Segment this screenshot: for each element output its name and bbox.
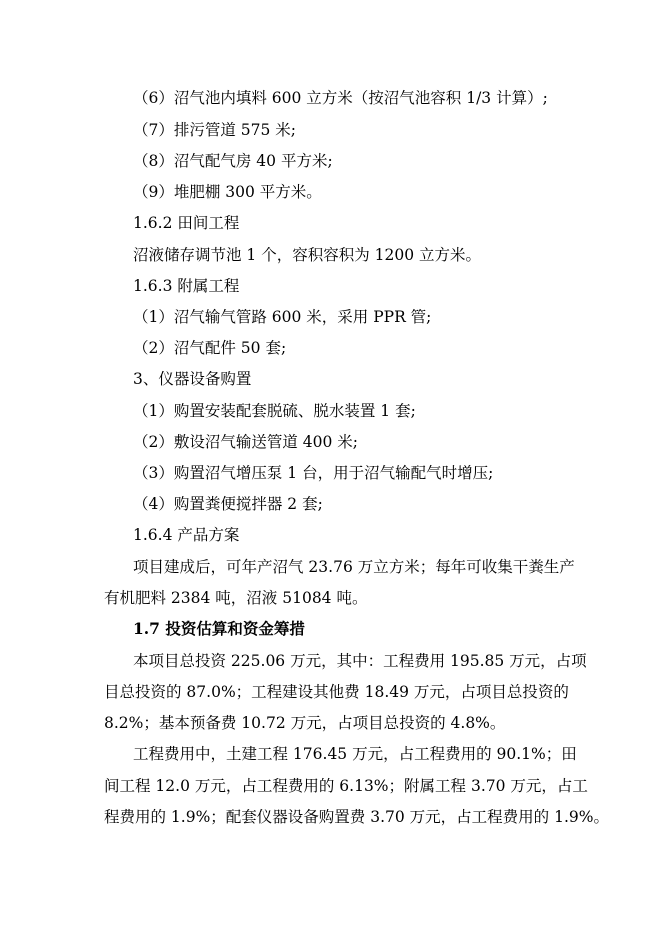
item-7-sewage-pipe: （7）排污管道 575 米; xyxy=(133,121,297,139)
item-6-fill: （6）沼气池内填料 600 立方米（按沼气池容积 1/3 计算）; xyxy=(133,89,548,107)
equip-2-pipeline: （2）敷设沼气输送管道 400 米; xyxy=(133,433,359,451)
investment-line-2: 目总投资的 87.0%；工程建设其他费 18.49 万元，占项目总投资的 xyxy=(104,683,569,701)
investment-line-3: 8.2%；基本预备费 10.72 万元，占项目总投资的 4.8%。 xyxy=(104,714,506,732)
product-plan-line-2: 有机肥料 2384 吨，沼液 51084 吨。 xyxy=(104,589,368,607)
equip-3-booster-pump: （3）购置沼气增压泵 1 台，用于沼气输配气时增压; xyxy=(133,464,494,482)
heading-1-6-3: 1.6.3 附属工程 xyxy=(133,277,240,295)
investment-line-1: 本项目总投资 225.06 万元，其中：工程费用 195.85 万元，占项 xyxy=(133,652,587,670)
heading-equipment: 3、仪器设备购置 xyxy=(133,370,252,388)
cost-line-2: 间工程 12.0 万元，占工程费用的 6.13%；附属工程 3.70 万元，占工 xyxy=(104,777,588,795)
equip-4-mixer: （4）购置粪便搅拌器 2 套; xyxy=(133,495,323,513)
product-plan-line-1: 项目建成后，可年产沼气 23.76 万立方米；每年可收集干粪生产 xyxy=(133,558,575,576)
item-2-gas-fittings: （2）沼气配件 50 套; xyxy=(133,339,287,357)
item-1-gas-pipeline: （1）沼气输气管路 600 米，采用 PPR 管; xyxy=(133,308,432,326)
item-9-compost-shed: （9）堆肥棚 300 平方米。 xyxy=(133,183,322,201)
field-project-text: 沼液储存调节池 1 个，容积容积为 1200 立方米。 xyxy=(133,246,482,264)
cost-line-1: 工程费用中，土建工程 176.45 万元，占工程费用的 90.1%；田 xyxy=(133,745,577,763)
equip-1-desulfur: （1）购置安装配套脱硫、脱水装置 1 套; xyxy=(133,402,416,420)
heading-1-6-4: 1.6.4 产品方案 xyxy=(133,526,240,544)
item-8-gas-room: （8）沼气配气房 40 平方米; xyxy=(133,152,333,170)
heading-1-7: 1.7 投资估算和资金筹措 xyxy=(133,619,305,638)
heading-1-6-2: 1.6.2 田间工程 xyxy=(133,214,240,232)
cost-line-3: 程费用的 1.9%；配套仪器设备购置费 3.70 万元，占工程费用的 1.9%。 xyxy=(104,808,609,826)
